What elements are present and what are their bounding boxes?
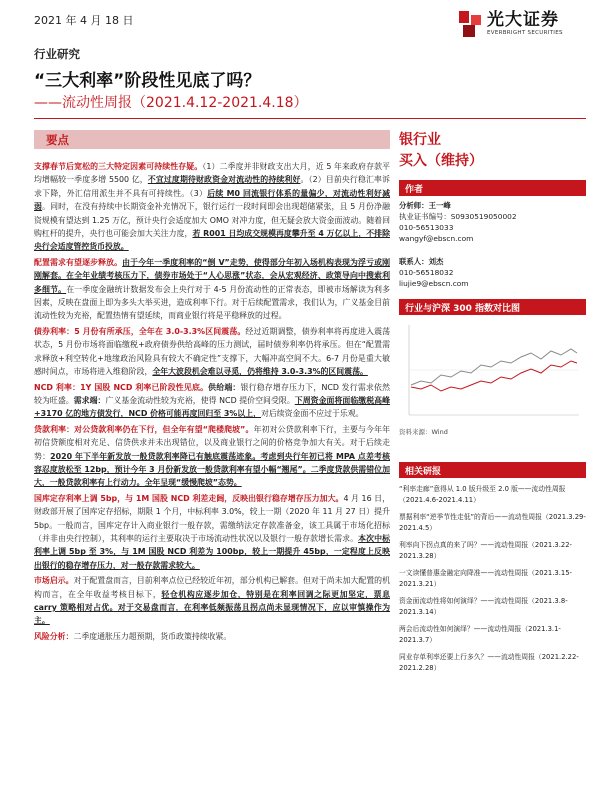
related-header: 相关研报 bbox=[399, 462, 586, 478]
text-segment: 对于配置盘而言，目前利率点位已经较近年初，部分机构已解套。但对于尚未加大配置的机构而言，在全年收益考核目标下， bbox=[34, 576, 390, 599]
text-segment: 4 月 16 日，财政部开展了国库定存招标，期限 1 个月，中标利率 3.0%，较上一期（2020 年 11 月 27 日）提升 5bp。一般而言，国库定存计入商业银行一般存款，需缴纳法定存款准备金，该工具属于市场化招标（并非由央行控制），其利率的运行主要取决于市场流动性状况以及银行一般存款增长需求。 bbox=[34, 493, 391, 543]
related-report-link[interactable]: “利率走廊”意得从 1.0 版升级至 2.0 版——流动性周报（2021.4.6-2021.4.11） bbox=[399, 485, 566, 504]
text-segment: 后续 M0 回流银行体系的量偏少，对流动性利好减弱 bbox=[34, 188, 390, 212]
related-report-link[interactable]: 两会后流动性如何演绎？——流动性周报（2021.3.1-2021.3.7） bbox=[399, 625, 561, 644]
paragraph bbox=[34, 160, 390, 254]
report-category: 行业研究 bbox=[34, 47, 80, 61]
logo-mark-icon bbox=[457, 9, 483, 39]
text-segment: 2020 年下半年新发放一般贷款利率降已有触底震荡迹象。考虑到央行年初已将 MPA 点差考核容忍度放松至 12bp，预计今年 3 月份新发放一般贷款利率有望小幅“翘尾”。二季度贷款供需错位加大，一般贷款利率有上行动力。全年呈现“缓慢爬坡”态势。 bbox=[34, 451, 390, 488]
text-segment: 下周资金面将面临缴税高峰+3170 亿的地方债发行，NCD 价格可能再度回归至 3%以上， bbox=[34, 395, 390, 419]
text-segment: 二季度通胀压力超预期，货币政策持续收紧。 bbox=[73, 631, 232, 641]
title-divider bbox=[34, 118, 586, 119]
text-segment: 。（2）目前央行稳汇率诉求下降，外汇信用派生并不具有可持续性。（3） bbox=[34, 175, 390, 198]
key-points-body bbox=[34, 160, 390, 645]
paragraph bbox=[34, 256, 390, 323]
text-segment: 国库定存利率上调 5bp，与 1M 国股 NCD 利差走阔，反映出银行稳存增存压力加大。 bbox=[34, 493, 344, 503]
text-segment: 贷款利率：对公贷款利率仍在下行，但全年有望“爬楼爬坡”。 bbox=[34, 424, 254, 434]
text-segment: 由于今年一季度利率的“倒 V”走势，使得部分年初入场机构表现为浮亏或刚刚解套。在全年业绩考核压力下，债券市场处于“人心思涨”状态，会从宏观经济、政策导向中搜索利多细节。 bbox=[34, 257, 390, 294]
author-email[interactable]: wangyf@ebscn.com bbox=[399, 234, 474, 243]
related-report-link[interactable]: 票据利率“逆季节性走低”的背后——流动性周报（2021.3.29-2021.4.5） bbox=[399, 513, 586, 532]
text-segment: 债券利率：5 月份有所承压，全年在 3.0-3.3%区间震荡。 bbox=[34, 326, 246, 336]
industry-name: 银行业 bbox=[399, 132, 441, 148]
text-segment: 经过近期调整，债券利率将再度进入震荡状态，5 月份市场将面临缴税+政府债券供给高峰的压力测试，届时债券利率仍将承压。但在“配置需求释放+利空转化+地缘政治风险具有较大不确定性”支撑下，大幅冲高空间不大。6-7 月份是重大敏感时间点，市场将进入维稳阶段， bbox=[34, 326, 390, 377]
index-chart-svg bbox=[399, 315, 586, 425]
report-title: “三大利率”阶段性见底了吗？ bbox=[34, 71, 261, 91]
broker-logo bbox=[457, 6, 587, 42]
logo-english: EVERBRIGHT SECURITIES bbox=[487, 30, 563, 36]
text-segment: 广义基金流动性较为充裕，使得 NCD 提价空间受限。 bbox=[105, 395, 295, 405]
paragraph bbox=[34, 492, 390, 572]
text-segment: 本次中标利率上调 5bp 至 3%，与 1M 国股 NCD 利差为 100bp，较上一期提升 45bp，一定程度上反映出银行的稳存增存压力，对一般存款需求较大。 bbox=[34, 533, 390, 570]
related-report-link[interactable]: 一文读懂普惠金融定向降准——流动性周报（2021.3.15-2021.3.21） bbox=[399, 569, 572, 588]
key-points-label: 要点 bbox=[46, 133, 69, 147]
text-segment: 若 R001 日均成交规模再度攀升至 4 万亿以上，不排除央行会适度管控货币投放。 bbox=[34, 229, 390, 252]
text-segment: 支撑春节后宽松的三大特定因素可持续性存疑。 bbox=[34, 162, 203, 171]
text-segment: 供给端： bbox=[208, 382, 241, 392]
chart-header: 行业与沪深 300 指数对比图 bbox=[399, 299, 586, 315]
chart-source: 资料来源：Wind bbox=[399, 428, 448, 436]
author-phone: 010-56513033 bbox=[399, 223, 454, 232]
related-report-link[interactable]: 资金面流动性将如何演绎？——流动性周报（2021.3.8-2021.3.14） bbox=[399, 597, 568, 616]
rating: 买入（维持） bbox=[399, 153, 483, 169]
contact-name: 联系人：刘杰 bbox=[399, 257, 444, 266]
text-segment: 年初对公贷款利率下行，主要与今年年初信贷额度相对充足、信贷供求并未出现错位，以及商业银行之间的价格竞争加大有关。对于后续走势： bbox=[34, 424, 390, 461]
related-report-link[interactable]: 利率向下拐点真的来了吗？——流动性周报（2021.3.22-2021.3.28） bbox=[399, 541, 572, 560]
hs300-line bbox=[411, 349, 577, 385]
author-license: 执业证书编号：S0930519050002 bbox=[399, 212, 517, 221]
text-segment: 需求端： bbox=[73, 395, 106, 405]
text-segment: 对后续资金面不应过于乐观。 bbox=[260, 409, 364, 419]
paragraph bbox=[34, 325, 390, 379]
text-segment: 市场启示。 bbox=[34, 576, 74, 586]
sidebar bbox=[399, 130, 586, 680]
key-points-header bbox=[34, 130, 390, 149]
index-comparison-chart bbox=[399, 315, 586, 425]
paragraph bbox=[34, 630, 390, 643]
author-block bbox=[399, 200, 586, 289]
paragraph bbox=[34, 574, 390, 628]
text-segment: NCD 利率：1Y 国股 NCD 利率已阶段性见底。 bbox=[34, 382, 209, 392]
paragraph bbox=[34, 423, 390, 490]
text-segment: 。同时，在没有持续中长期资金补充情况下，银行运行一段时间即会出现超储紧张，且 5 月份净融资规模有望达到 1.25 万亿，预计央行会适度加大 OMO 对冲力度，但无疑会放大资金面波动。随着回购杠杆的提升，央行也可能会加大关注力度， bbox=[34, 202, 390, 239]
text-segment: 风险分析： bbox=[34, 631, 74, 641]
contact-phone: 010-56518032 bbox=[399, 268, 454, 277]
authors-header: 作者 bbox=[399, 180, 586, 196]
report-subtitle: ——流动性周报（2021.4.12-2021.4.18） bbox=[34, 95, 308, 111]
text-segment: 配置需求有望逐步释放。 bbox=[34, 257, 123, 267]
text-segment: （1）二季度并非财政支出大月，近 5 年来政府存款平均增幅较一季度多增 5500 亿， bbox=[34, 162, 390, 185]
report-date: 2021 年 4 月 18 日 bbox=[34, 14, 134, 27]
paragraph bbox=[34, 381, 390, 421]
logo-name: 光大证券 bbox=[487, 10, 559, 30]
text-segment: 轻仓机构应逐步加仓，特别是在利率回调之际更加坚定，票息 carry 策略相对占优。对于交易盘而言，在利率低频振荡且拐点尚未显现情况下，应以审慎操作为主。 bbox=[34, 589, 390, 626]
text-segment: 银行稳存增存压力下，NCD 发行需求依然较为旺盛。 bbox=[34, 382, 390, 405]
text-segment: 全年大波段机会难以寻觅，仍将维持 3.0-3.3%的区间震荡。 bbox=[152, 367, 368, 377]
text-segment: 在一季度金融统计数据发布会上央行对于 4-5 月份流动性的正常表态，即被市场解读为利多因素，反映在盘面上即为多头大举买进，造成利率下行。对于后续配置需求，我们认为，广义基金目前流动性较为充裕，配置热情有望延续，而商业银行将是平稳释放的过程。 bbox=[34, 284, 390, 321]
related-report-link[interactable]: 同业存单利率还要上行多久？——流动性周报（2021.2.22-2021.2.28） bbox=[399, 653, 579, 672]
author-name: 分析师：王一峰 bbox=[399, 201, 451, 210]
related-reports-list bbox=[399, 484, 586, 674]
text-segment: 不宜过度期待财政资金对流动性的持续利好 bbox=[147, 175, 301, 185]
contact-email[interactable]: liujie9@ebscn.com bbox=[399, 279, 469, 288]
